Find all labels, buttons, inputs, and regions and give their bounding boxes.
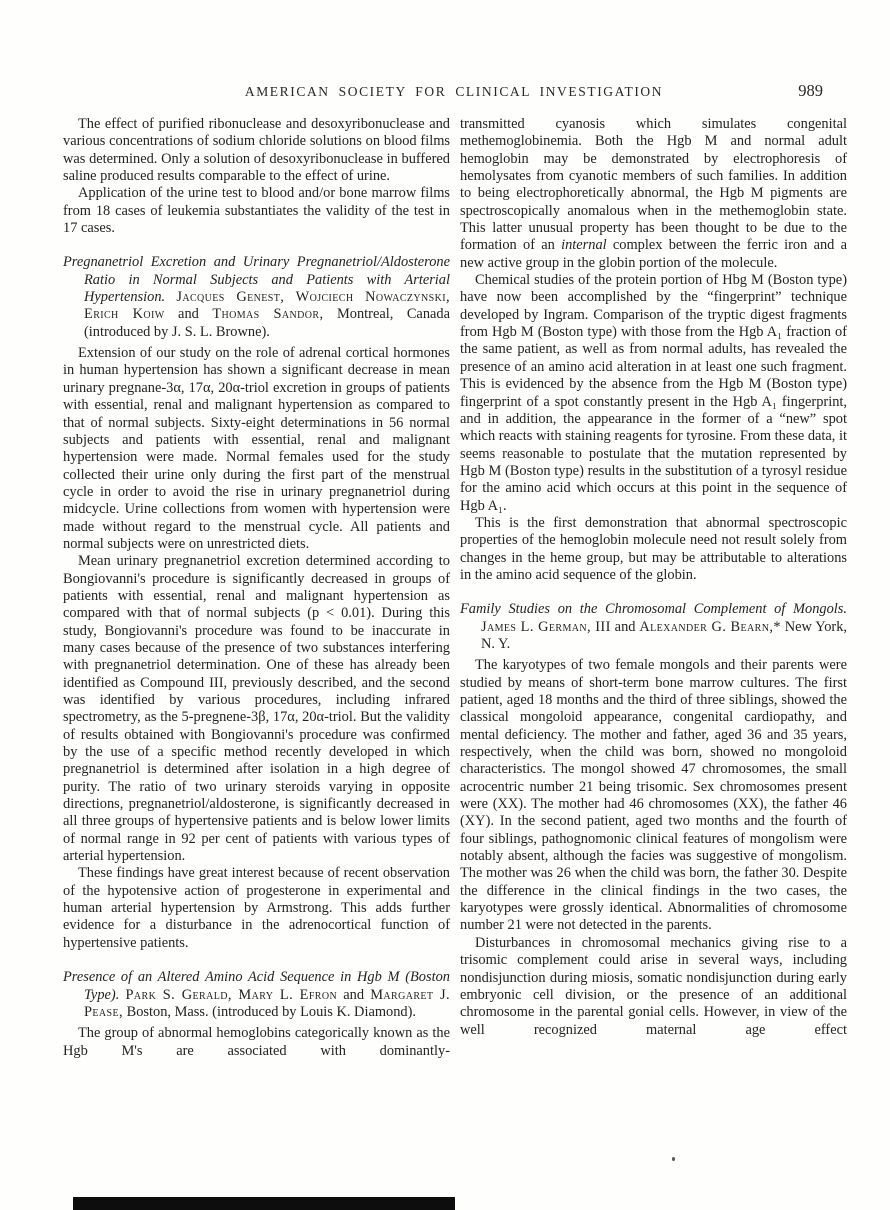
paragraph [63, 185, 450, 237]
two-column-text [63, 116, 847, 1060]
page-header [63, 81, 845, 106]
paragraph [460, 935, 847, 1039]
text-run: and [337, 986, 371, 1003]
text-run: Montreal, Canada (introduced by J. S. L. Browne). [84, 306, 450, 340]
paragraph [460, 272, 847, 515]
text-run: complex between the ferric iron and a new active group in the globin portion of the molecule. [460, 237, 847, 271]
text-run: and [164, 306, 213, 323]
italic-text: Family Studies on the Chromosomal Complement of Mongols. [460, 601, 847, 618]
italic-text: internal [561, 237, 607, 254]
scan-artifact-bar [73, 1197, 455, 1210]
running-head: AMERICAN SOCIETY FOR CLINICAL INVESTIGATION [244, 84, 664, 99]
page-number: 989 [798, 81, 823, 100]
left-column [63, 116, 450, 1060]
text-run: These findings have great interest because of recent observation of the hypotensive action of progesterone in experimental and human arterial hypertension by Armstrong. This adds further evidence for a disturbance in the adrenocortical function of hypertensive patients. [63, 865, 450, 951]
text-run: New York, N. Y. [481, 618, 848, 652]
text-run: Chemical studies of the protein portion of Hbg M (Boston type) have now been accomplished by the “fingerprint” technique developed by Ingram. Comparison of the tryptic digest fragments from Hgb M (Boston type) with those from the Hgb A₁ fraction of the same patient, as well as from normal adults, has revealed the presence of an amino acid alteration in at least one such fragment. This is evidenced by the absence from the Hgb M (Boston type) fingerprint of a spot constantly present in the Hgb A₁ fingerprint, and in addition, the appearance in the former of a “new” spot which reacts with staining reagents for tyrosine. From these data, it seems reasonable to postulate that the mutation represented by Hgb M (Boston type) results in the substitution of a tyrosyl residue for the amino acid which occurs at this point in the sequence of Hgb A₁. [460, 272, 847, 514]
text-run: Boston, Mass. (introduced by Louis K. Diamond). [123, 1003, 416, 1020]
right-column [460, 116, 847, 1060]
text-run: Extension of our study on the role of adrenal cortical hormones in human hypertension has shown a significant decrease in mean urinary pregnane-3α, 17α, 20α-triol excretion in groups of patients with essential, renal and malignant hypertension as compared to that of normal subjects. Sixty-eight determinations in 56 normal subjects and patients with essential, renal and malignant hypertension were made. Normal females used for the study collected their urine only during the first part of the menstrual cycle in order to avoid the rise in urinary pregnanetriol during midcycle. Urine collections from women with hypertension were made without regard to the menstrual cycle. All patients and normal subjects were on unrestricted diets. [63, 345, 450, 552]
paragraph [63, 553, 450, 865]
scan-speck [672, 1157, 675, 1161]
abstract-title [63, 969, 450, 1021]
text-run: Mean urinary pregnanetriol excretion determined according to Bongiovanni's procedure is significantly decreased in groups of patients with essential, renal and malignant hypertension as compared with that of normal subjects (p < 0.01). During this study, Bongiovanni's procedure was found to be inaccurate in many cases because of the presence of two substances interfering with pregnanetriol determination. One of these has already been identified as Compound III, previously described, and the second was identified by various procedures, including infrared spectrometry, as the 5-pregnene-3β, 17α, 20α-triol. But the validity of results obtained with Bongiovanni's procedure was confirmed by the use of a specific method recently developed in which pregnanetriol is determined after isolation in a high degree of purity. The ratio of two urinary steroids varying in opposite directions, pregnanetriol/aldosterone, is significantly decreased in all three groups of hypertensive patients and is below lower limits of normal range in 92 per cent of patients with various types of arterial hypertension. [63, 553, 450, 865]
text-run: Application of the urine test to blood and/or bone marrow films from 18 cases of leukemia substantiates the validity of the test in 17 cases. [63, 185, 450, 237]
paragraph [63, 1025, 450, 1060]
paragraph [460, 657, 847, 935]
smallcaps-author-text: James L. German, III [481, 618, 611, 635]
italic-text: Pregnanetriol Excretion and Urinary Pregnanetriol/Aldosterone Ratio in Normal Subjects and Patients with Arterial Hypertension. [63, 254, 450, 306]
smallcaps-author-text: Jacques Genest, Wojciech Nowaczynski, Erich Koiw [84, 289, 450, 323]
paragraph [63, 345, 450, 553]
italic-text: Presence of an Altered Amino Acid Sequence in Hgb M (Boston Type). [63, 969, 450, 1003]
abstract-title [63, 254, 450, 341]
text-run: The group of abnormal hemoglobins categorically known as the Hgb M's are associated with dominantly- [63, 1025, 450, 1059]
paragraph [63, 865, 450, 952]
smallcaps-author-text: Margaret J. Pease, [84, 986, 450, 1020]
text-run: This is the first demonstration that abnormal spectroscopic properties of the hemoglobin molecule need not result solely from changes in the heme group, but may be attributable to alterations in the amino acid sequence of the globin. [460, 514, 847, 583]
text-run: and [610, 618, 640, 635]
smallcaps-author-text: Alexander G. Bearn,* [639, 618, 781, 635]
text-run: The karyotypes of two female mongols and their parents were studied by means of short-term bone marrow cultures. The first patient, aged 18 months and the third of three siblings, showed the classical mongoloid appearance, congenital cardiopathy, and mental deficiency. The mother and father, aged 36 and 35 years, respectively, when the child was born, showed no mongoloid characteristics. The mongol showed 47 chromosomes, the small acrocentric number 21 being trisomic. Sex chromosomes present were (XX). The mother had 46 chromosomes (XX), the father 46 (XY). In the second patient, aged two months and the fourth of four siblings, pathognomonic clinical features of mongolism were notably absent, although the facies was suggestive of mongolism. The mother was 26 when the child was born, the father 30. Despite the difference in the clinical findings in the two cases, the karyotypes were grossly identical. Abnormalities of chromosome number 21 were not detected in the parents. [460, 657, 847, 934]
paragraph [460, 515, 847, 584]
smallcaps-author-text: Park S. Gerald, Mary L. Efron [125, 986, 338, 1003]
text-run: Disturbances in chromosomal mechanics giving rise to a trisomic complement could arise in several ways, including nondisjunction during miosis, somatic nondisjunction during early embryonic cell division, or the presence of an additional chromosome in the parental gonial cells. However, in view of the well recognized maternal age effect [460, 934, 847, 1038]
paragraph [460, 116, 847, 272]
text-run [165, 289, 176, 305]
paragraph [63, 116, 450, 185]
abstract-title [460, 601, 847, 653]
text-run: transmitted cyanosis which simulates congenital methemoglobinemia. Both the Hgb M and normal adult hemoglobin may be demonstrated by electrophoresis of hemolysates from cyanotic members of such families. In addition to being electrophoretically abnormal, the Hgb M pigments are spectroscopically anomalous when in the methemoglobin state. This latter unusual property has been thought to be due to the formation of an [460, 116, 847, 254]
text-run: The effect of purified ribonuclease and desoxyribonuclease and various concentrations of sodium chloride solutions on blood films was determined. Only a solution of desoxyribonuclease in buffered saline produced results comparable to the effect of urine. [63, 116, 450, 185]
smallcaps-author-text: Thomas Sandor, [212, 306, 324, 323]
